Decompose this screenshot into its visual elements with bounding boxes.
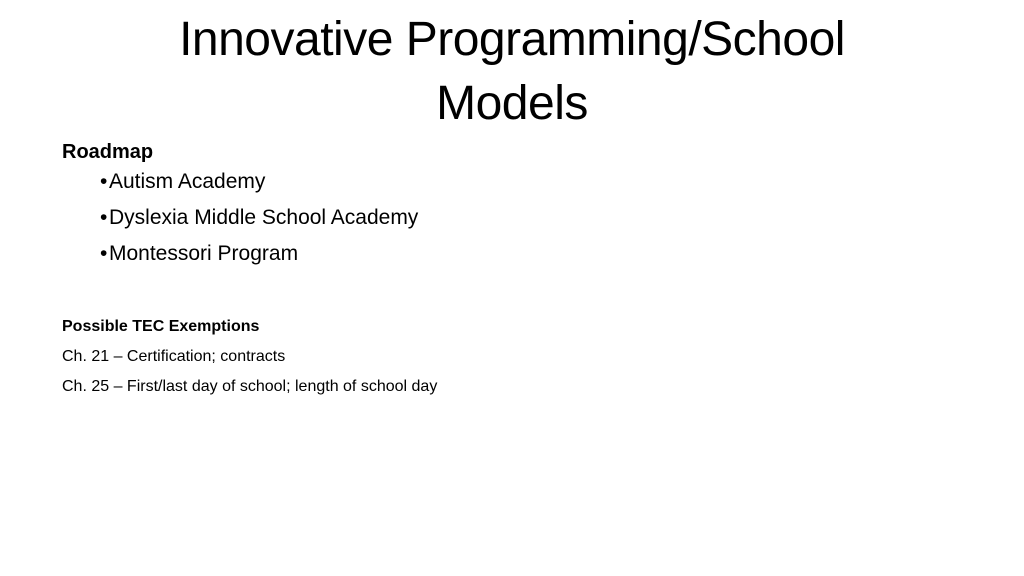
roadmap-heading: Roadmap bbox=[62, 141, 154, 163]
exemption-line: Ch. 21 – Certification; contracts bbox=[62, 348, 286, 365]
spacer bbox=[62, 272, 962, 312]
bullet-icon: • bbox=[100, 206, 108, 229]
roadmap-item-label: Autism Academy bbox=[109, 170, 266, 193]
slide-title: Innovative Programming/School Models bbox=[179, 13, 845, 130]
bullet-icon: • bbox=[100, 170, 108, 193]
roadmap-list bbox=[62, 164, 962, 272]
bullet-icon: • bbox=[100, 242, 108, 265]
exemption-line: Ch. 25 – First/last day of school; length of school day bbox=[62, 378, 438, 395]
roadmap-item bbox=[100, 200, 962, 236]
roadmap-item bbox=[100, 236, 962, 272]
roadmap-item bbox=[100, 164, 962, 200]
exemptions-heading: Possible TEC Exemptions bbox=[62, 318, 260, 335]
roadmap-item-label: Montessori Program bbox=[109, 242, 299, 265]
roadmap-item-label: Dyslexia Middle School Academy bbox=[109, 206, 419, 229]
slide-body bbox=[62, 140, 962, 402]
